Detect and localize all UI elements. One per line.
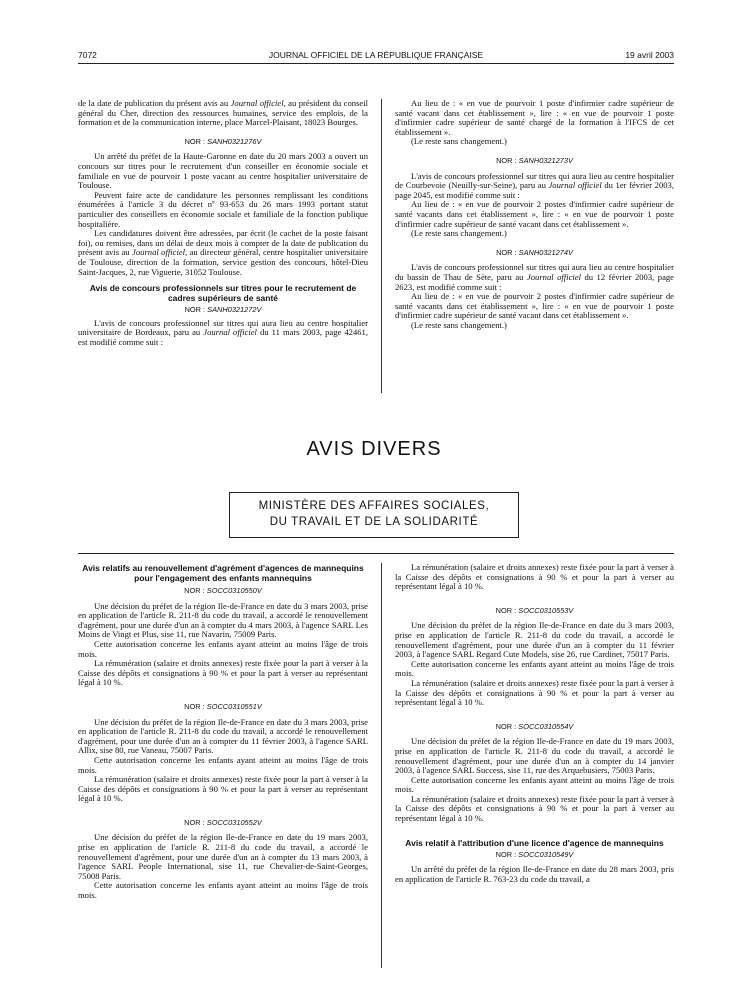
paragraph: Au lieu de : « en vue de pourvoir 2 postes d'infirmier cadre supérieur de santé vacants dans cet établissement », lire : « en vue de pourvoir 1 poste d'infirmier cadre supérieur de santé vacant dans cet établissement ». xyxy=(395,199,674,229)
nor-reference: NOR : SANH0321273V xyxy=(496,155,573,165)
nor-reference: NOR : SOCC0310553V xyxy=(495,605,574,615)
top-right-column xyxy=(395,99,674,330)
paragraph: Au lieu de : « en vue de pourvoir 1 poste d'infirmier cadre supérieur de santé vacant dans cet établissement », lire : « en vue de pourvoir 1 poste d'infirmier cadre supérieur de santé chargé de la formation à l'IFCS de cet établissement ». xyxy=(395,98,674,137)
ministry-box xyxy=(229,492,519,538)
bottom-right-column xyxy=(395,563,674,884)
notice-title: Avis de concours professionnels sur titres pour le recrutement de cadres supérieurs de santé xyxy=(89,283,357,304)
paragraph: La rémunération (salaire et droits annexes) reste fixée pour la part à verser à la Caisse des dépôts et consignations à 90 % et pour la part à verser au représentant légal à 10 %. xyxy=(395,677,674,708)
nor-reference: NOR : SOCC0310551V xyxy=(184,701,262,711)
nor-reference: NOR : SANH0321272V xyxy=(184,305,262,315)
paragraph: Cette autorisation concerne les enfants ayant atteint au moins l'âge de trois mois. xyxy=(395,658,674,679)
paragraph: Une décision du préfet de la région Ile-de-France en date du 19 mars 2003, prise en application de l'article R. 211-8 du code du travail, a accordé le renouvellement d'agrément, pour une durée d'un an à compter du 14 janvier 2003, à l'agence SARL Success, sise 11, rue des Arquebusiers, 75003 Paris. xyxy=(395,736,674,776)
ministry-line: DU TRAVAIL ET DE LA SOLIDARITÉ xyxy=(269,516,479,528)
issue-date: 19 avril 2003 xyxy=(625,50,674,60)
page-number: 7072 xyxy=(78,50,97,60)
ministry-line: MINISTÈRE DES AFFAIRES SOCIALES, xyxy=(258,500,490,512)
paragraph: de la date de publication du présent avis au Journal officiel, au président du conseil général du Cher, direction des ressources humaines, service des emplois, de la formation et de la communication interne, place Marcel-Plaisant, 18023 Bourges. xyxy=(78,98,368,128)
paragraph: Une décision du préfet de la région Ile-de-France en date du 3 mars 2003, prise en application de l'article R. 211-8 du code du travail, a accordé le renouvellement d'agrément, pour une durée d'un an à compter du 4 mars 2003, à l'agence SARL Les Moins de Vingt et Plus, sise 11, rue Navarin, 75009 Paris. xyxy=(78,600,368,640)
paragraph: Peuvent faire acte de candidature les personnes remplissant les conditions énumérées à l'article 3 du décret nº 93-653 du 26 mars 1993 portant statut particulier des conseillers en économie sociale et familiale de la fonction publique hospitalière. xyxy=(78,189,368,229)
paragraph: La rémunération (salaire et droits annexes) reste fixée pour la part à verser à la Caisse des dépôts et consignations à 90 % et pour la part à verser au représentant légal à 10 %. xyxy=(78,774,368,804)
header-rule xyxy=(78,63,674,64)
paragraph: Une décision du préfet de la région Ile-de-France en date du 3 mars 2003, prise en application de l'article R. 211-8 du code du travail, a accordé le renouvellement d'agrément, pour une durée d'un an à compter du 11 février 2003, à l'agence SARL Regard Cute Models, sise 26, rue Cardinet, 75017 Paris. xyxy=(395,620,674,660)
paragraph: Cette autorisation concerne les enfants ayant atteint au moins l'âge de trois mois. xyxy=(395,774,674,795)
nor-reference: NOR : SOCC0310554V xyxy=(495,721,574,731)
journal-title: JOURNAL OFFICIEL DE LA RÉPUBLIQUE FRANÇAISE xyxy=(268,50,484,60)
paragraph: Cette autorisation concerne les enfants ayant atteint au moins l'âge de trois mois. xyxy=(78,880,368,901)
nor-reference: NOR : SOCC0310552V xyxy=(184,817,262,827)
paragraph: L'avis de concours professionnel sur titres qui aura lieu au centre hospitalier universitaire de Bordeaux, paru au Journal officiel du 11 mars 2003, page 42461, est modifié comme suit : xyxy=(78,317,368,347)
bottom-left-column xyxy=(78,563,368,901)
paragraph: La rémunération (salaire et droits annexes) reste fixée pour la part à verser à la Caisse des dépôts et consignations à 90 % et pour la part à verser au représentant légal à 10 %. xyxy=(78,658,368,688)
paragraph: Un arrêté du préfet de la région Ile-de-France en date du 28 mars 2003, pris en application de l'article R. 763-23 du code du travail, a xyxy=(395,864,674,884)
paragraph: (Le reste sans changement.) xyxy=(411,228,507,239)
paragraph: La rémunération (salaire et droits annexes) reste fixée pour la part à verser à la Caisse des dépôts et consignations à 90 % et pour la part à verser au représentant légal à 10 %. xyxy=(395,793,674,824)
notice-title: Avis relatif à l'attribution d'une licence d'agence de mannequins xyxy=(405,837,664,848)
paragraph: Cette autorisation concerne les enfants ayant atteint au moins l'âge de trois mois. xyxy=(78,638,368,659)
paragraph: Une décision du préfet de la région Ile-de-France en date du 3 mars 2003, prise en application de l'article R. 211-8 du code du travail, a accordé le renouvellement d'agrément, pour une durée d'un an à compter du 11 février 2003, à l'agence SARL Allix, sise 80, rue Vaneau, 75007 Paris. xyxy=(78,716,368,756)
section-rule xyxy=(78,553,674,554)
nor-reference: NOR : SOCC0310550V xyxy=(184,586,262,595)
paragraph: Les candidatures doivent être adressées, par écrit (le cachet de la poste faisant foi), ou remises, dans un délai de deux mois à compter de la date de publication du présent avis au Journal officiel, au directeur général, centre hospitalier universitaire de Toulouse, direction de la formation, service gestion des concours, hôtel-Dieu Saint-Jacques, 2, rue Viguerie, 31052 Toulouse. xyxy=(78,228,368,277)
paragraph: (Le reste sans changement.) xyxy=(411,319,507,330)
paragraph: Au lieu de : « en vue de pourvoir 2 postes d'infirmier cadre supérieur de santé vacants dans cet établissement », lire : « en vue de pourvoir 1 poste d'infirmier cadre supérieur de santé vacant dans cet établissement ». xyxy=(395,291,674,321)
section-heading: AVIS DIVERS xyxy=(306,438,442,460)
paragraph: Une décision du préfet de la région Ile-de-France en date du 19 mars 2003, prise en application de l'article R. 211-8 du code du travail, a accordé le renouvellement d'agrément, pour une durée d'un an à compter du 13 mars 2003, à l'agence SARL People International, sise 11, rue Chevalier-de-Saint-Georges, 75008 Paris. xyxy=(78,832,368,881)
paragraph: Cette autorisation concerne les enfants ayant atteint au moins l'âge de trois mois. xyxy=(78,754,368,775)
nor-reference: NOR : SANH0321276V xyxy=(184,136,262,146)
top-left-column xyxy=(78,99,368,347)
paragraph: L'avis de concours professionnel sur titres qui aura lieu au centre hospitalier du bassin de Thau de Sète, paru au Journal officiel du 12 février 2003, page 2623, est modifié comme suit : xyxy=(395,262,674,292)
paragraph: La rémunération (salaire et droits annexes) reste fixée pour la part à verser à la Caisse des dépôts et consignations à 90 % et pour la part à verser au représentant légal à 10 %. xyxy=(395,562,674,592)
nor-reference: NOR : SOCC0310549V xyxy=(495,849,574,859)
paragraph: Un arrêté du préfet de la Haute-Garonne en date du 20 mars 2003 a ouvert un concours sur titres pour le recrutement d'un conseiller en économie sociale et familiale en vue de pourvoir 1 poste vacant au centre hospitalier universitaire de Toulouse. xyxy=(78,151,368,191)
notice-title: Avis relatifs au renouvellement d'agrément d'agences de mannequins pour l'engagement des enfants mannequins xyxy=(82,563,364,583)
page-header xyxy=(78,50,674,64)
column-separator xyxy=(381,99,382,393)
paragraph: (Le reste sans changement.) xyxy=(411,136,507,147)
nor-reference: NOR : SANH0321274V xyxy=(496,247,573,257)
paragraph: L'avis de concours professionnel sur titres qui aura lieu au centre hospitalier de Courbevoie (Neuilly-sur-Seine), paru au Journal officiel du 1er février 2003, page 2045, est modifié comme suit : xyxy=(395,170,674,200)
column-separator xyxy=(381,563,382,968)
